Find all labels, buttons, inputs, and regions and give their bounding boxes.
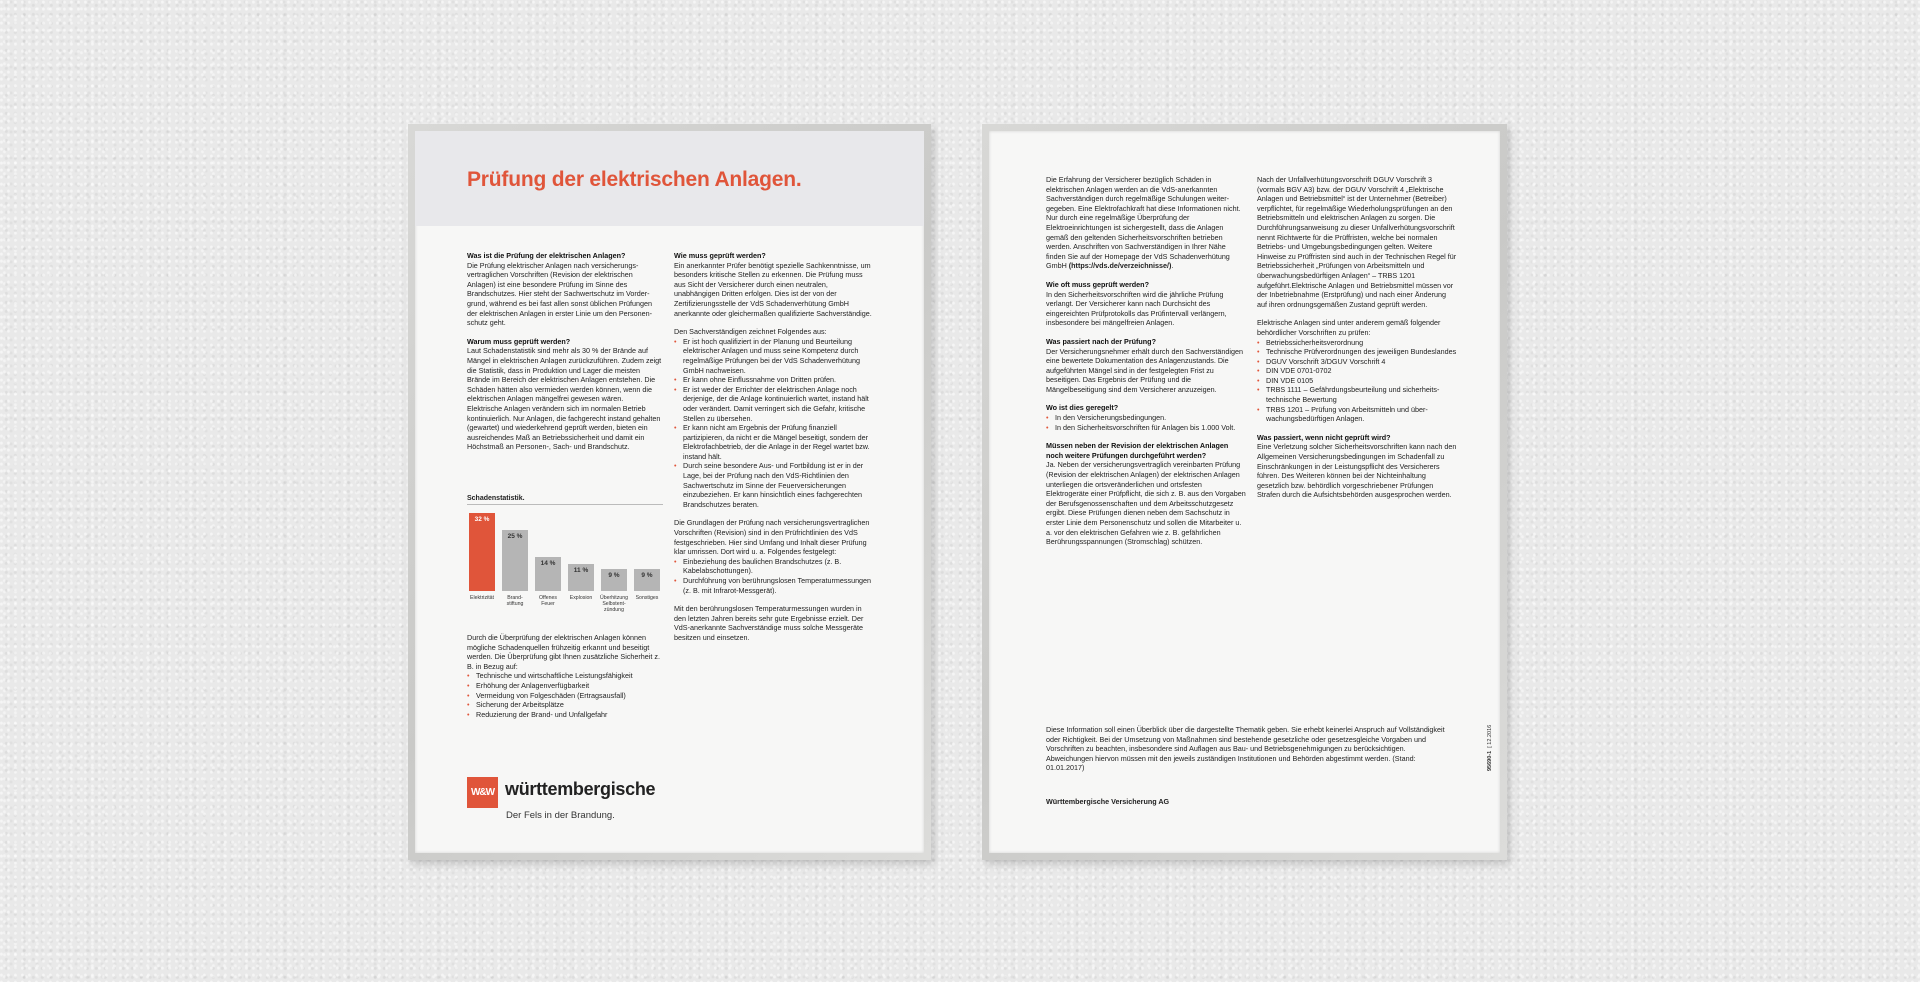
regulations-list bbox=[1257, 338, 1457, 424]
brand-slogan: Der Fels in der Brandung. bbox=[506, 810, 615, 821]
list-item: • Er kann nicht am Ergebnis der Prüfung finanziell partizipieren, da nicht er die Mängel beseitigt, sondern der Elektrofachbetrieb, der die Anlage in der Regel wartet bzw. instand hält. bbox=[674, 423, 874, 461]
left-column-1-bottom bbox=[467, 633, 663, 719]
question-heading: Müssen neben der Revision der elektrischen Anlagen noch weitere Prüfungen durchgeführt werden? bbox=[1046, 441, 1229, 460]
chart-value-label: 9 % bbox=[641, 572, 653, 579]
list-item: • In den Versicherungsbedingungen. bbox=[1046, 413, 1246, 423]
benefits-list bbox=[467, 671, 663, 719]
list-item: • DIN VDE 0105 bbox=[1257, 376, 1457, 386]
body-text: Elektrische Anlagen sind unter anderem gemäß folgender behördlicher Vorschriften zu prüfen: bbox=[1257, 318, 1441, 337]
right-column-1 bbox=[1046, 175, 1246, 547]
chart-value-label: 9 % bbox=[608, 572, 620, 579]
scope-list bbox=[674, 557, 874, 595]
doc-date: [ 12.2016 bbox=[1487, 724, 1493, 748]
answer-text: Der Versicherungsnehmer erhält durch den Sachverständigen eine bewertete Dokumentation des Anlagenzustands. Die aufgeführten Mängel sind in der festgelegten Frist zu beseitigen. Das Ergebnis der Prüfung und die Mängelbeseitigung sind dem Versicherer anzuzeigen. bbox=[1046, 346, 1243, 394]
chart-divider bbox=[467, 504, 663, 505]
chart-value-label: 14 % bbox=[540, 560, 556, 567]
answer-text: Ja. Neben der versicherungsvertraglich vereinbarten Prüfung (Revision der elektrischen Anlagen) der elektrischen Anlagen unterliegen die ortsveränderlichen und ortsfesten Elektrogeräte einer Prüfpflicht, die sich z. B. aus den Vorgaben der Berufsgenossenschaften und dem Arbeitsschutzgesetz ergibt. Diese Prüfungen dienen neben dem Sachschutz in erster Linie dem Personenschutz und sollen die Mitarbeiter u. a. vor den elektrischen Gefahren wie z. B. gefährlichen Berührungsspannungen (Stromschlag) schützen. bbox=[1046, 460, 1246, 547]
page-title: Prüfung der elektrischen Anlagen. bbox=[467, 168, 802, 191]
chart-plot-area bbox=[467, 511, 663, 613]
left-page bbox=[415, 131, 924, 853]
right-page bbox=[989, 131, 1500, 853]
question-heading: Wo ist dies geregelt? bbox=[1046, 403, 1119, 413]
vds-directory-link: (https://vds.de/verzeichnisse/) bbox=[1068, 261, 1172, 271]
list-item: • Er ist hoch qualifiziert in der Planung und Beurteilung elektrischer Anlagen und muss seine Kompetenz durch regelmäßige Prüfungen bei der VdS Schadenverhütung GmbH nachweisen. bbox=[674, 337, 874, 375]
body-text: Die Grundlagen der Prüfung nach versicherungsvertraglichen Vorschriften (Revision) sind in den Prüfrichtlinien des VdS festgeschrieben. Hier sind Umfang und Inhalt dieser Prüfung klar umrissen. Dort wird u. a. Folgendes festgelegt: bbox=[674, 518, 870, 557]
chart-bar bbox=[469, 513, 495, 591]
answer-text: Ein anerkannter Prüfer benötigt spezielle Sachkenntnisse, um besonders kritische Stellen zu erkennen. Die Prüfung muss aus Sicht der Versicherer durch einen neutralen, unabhängigen Dritten erfolgen. Dies ist der von der Zertifizierungsstelle der VdS Schadenverhütung GmbH anerkannte oder gleichermaßen qualifizierte Sachverständige. bbox=[674, 260, 872, 318]
left-page-frame bbox=[408, 124, 931, 860]
chart-title: Schadenstatistik. bbox=[467, 495, 525, 502]
doc-number: 95690-1 bbox=[1487, 750, 1493, 771]
list-item: • Sicherung der Arbeitsplätze bbox=[467, 700, 663, 710]
question-heading: Was passiert, wenn nicht geprüft wird? bbox=[1257, 432, 1391, 442]
chart-category-label: Überhitzung Selbstent- zündung bbox=[600, 595, 628, 613]
list-item: • Einbeziehung des baulichen Brandschutzes (z. B. Kabelabschottungen). bbox=[674, 557, 874, 576]
answer-text: Laut Schadenstatistik sind mehr als 30 % der Brände auf Mängel in elektrischen Anlagen zurückzuführen. Zudem zeigt die Statistik, dass in Produktion und Lager die meisten Brände im Bereich der elektrischen Anlagen entstehen. Die Schäden hätten also vermieden werden können, wenn die elektrischen Anlagen mängelfrei gewesen wären. bbox=[467, 346, 662, 404]
question-heading: Wie muss geprüft werden? bbox=[674, 251, 766, 260]
answer-text: Elektrische Anlagen verändern sich im normalen Betrieb kontinuierlich. Nur Anlagen, die fachgerecht instand gehalten (gewartet) und wiederkehrend geprüft werden, bieten ein ausreichendes Maß an Betriebssicherheit und damit ein Höchstmaß an Personen-, Sach- und Brandschutz. bbox=[467, 403, 661, 452]
list-item: • Er ist weder der Errichter der elektrischen Anlage noch derjenige, der die Anlage kontinuierlich wartet, instand hält oder verändert. Damit verringert sich die Gefahr, kritische Stellen zu übersehen. bbox=[674, 385, 874, 423]
list-item: • Durch seine besondere Aus- und Fortbildung ist er in der Lage, bei der Prüfung nach den VdS-Richtlinien den Sachwertschutz im Sinne der Feuerversicherungen einzubeziehen. Er kann hinsichtlich eines fachgerechten Brandschutzes beraten. bbox=[674, 461, 874, 509]
list-item: • Durchführung von berührungslosen Temperaturmessungen (z. B. mit Infrarot-Messgerät). bbox=[674, 576, 874, 595]
document-number bbox=[1487, 725, 1493, 771]
list-item: • Er kann ohne Einflussnahme von Dritten prüfen. bbox=[674, 375, 874, 385]
list-item: • TRBS 1201 – Prüfung von Arbeitsmitteln und überwachungsbedürftigen Anlagen. bbox=[1257, 405, 1457, 424]
answer-text: Die Prüfung elektrischer Anlagen nach versicherungsvertraglichen Vorschriften (Revision der elektrischen Anlagen) ist eine besondere Prüfung im Sinne des Brandschutzes. Hier steht der Sachwertschutz im Vordergrund, während es bei fast allen sonst üblichen Prüfungen der elektrischen Anlagen in erster Linie um den Personenschutz geht. bbox=[467, 260, 653, 328]
intro-end: . bbox=[1171, 261, 1174, 271]
body-text: Mit den berührungslosen Temperaturmessungen wurden in den letzten Jahren bereits sehr gute Ergebnisse erzielt. Der VdS-anerkannte Sachverständige muss solche Messgeräte besitzen und einsetzen. bbox=[674, 604, 864, 642]
list-item: • DIN VDE 0701-0702 bbox=[1257, 366, 1457, 376]
list-item: • Technische und wirtschaftliche Leistungsfähigkeit bbox=[467, 671, 663, 681]
company-name: Württembergische Versicherung AG bbox=[1046, 797, 1170, 806]
list-item: • Erhöhung der Anlagenverfügbarkeit bbox=[467, 681, 663, 691]
list-item: • TRBS 1111 – Gefährdungsbeurteilung und sicherheitstechnische Bewertung bbox=[1257, 385, 1457, 404]
chart-category-label: Elektrizität bbox=[470, 595, 494, 601]
answer-text: Eine Verletzung solcher Sicherheitsvorschriften kann nach den Allgemeinen Versicherungsbedingungen im Schadenfall zu Einschränkungen in der Leistungspflicht des Versicherers führen. Des Weiteren können bei der Nichteinhaltung gesetzlich bzw. behördlich vorgeschriebener Prüfungen Strafen durch die Aufsichtsbehörden ausgesprochen werden. bbox=[1257, 442, 1457, 500]
intro-text: Die Erfahrung der Versicherer bezüglich Schäden in elektrischen Anlagen werden an die VdS-anerkannten Sachverständigen durch regelmäßige Schulungen weitergegeben. Eine Elektrofachkraft hat diese Informationen nicht. Nur durch eine regelmäßige Überprüfung der Elektroeinrichtungen ist sichergestellt, dass die Anlagen gemäß den geltenden Sicherheitsvorschriften betrieben werden. Anschriften von Sachverständigen in Ihrer Nähe finden Sie auf der Homepage der VdS Schadenverhütung GmbH bbox=[1046, 175, 1241, 271]
chart-category-label: Offenes Feuer bbox=[538, 595, 558, 607]
list-item: • Vermeidung von Folgeschäden (Ertragsausfall) bbox=[467, 691, 663, 701]
body-text: Den Sachverständigen zeichnet Folgendes aus: bbox=[674, 327, 827, 337]
chart-category-label: Explosion bbox=[569, 595, 593, 601]
list-item: • Technische Prüfverordnungen des jeweiligen Bundeslandes bbox=[1257, 347, 1457, 357]
left-column-1 bbox=[467, 251, 663, 452]
right-column-2 bbox=[1257, 175, 1457, 500]
right-page-frame bbox=[982, 124, 1507, 860]
body-text: Nach der Unfallverhütungsvorschrift DGUV Vorschrift 3 (vormals BGV A3) bzw. der DGUV Vorschrift 4 „Elektrische Anlagen und Betriebsmittel“ ist der Unternehmer (Betreiber) verpflichtet, für regelmäßige Wiederholungsprüfungen an den Betriebsmitteln und elektrischen Anlagen zu sorgen. Die Durchführungsanweisung zu dieser Unfallverhütungsvorschrift nennt Richtwerte für die Prüffristen, welche bei normalen Betriebs- und Umgebungsbedingungen gelten. Weitere Hinweise zu Prüffristen sind auch in der Technischen Regel für Betriebssicherheit „Prüfungen von Arbeitsmitteln und überwachungsbedürftigen Anlagen“ – TRBS 1201 aufgeführt.Elektrische Anlagen und Betriebsmittel müssen vor der Inbetriebnahme (Erstprüfung) und nach einer Änderung auf ihren ordnungsgemäßen Zustand geprüft werden. bbox=[1257, 175, 1457, 309]
chart-value-label: 32 % bbox=[474, 516, 490, 523]
damage-statistics-chart bbox=[467, 495, 663, 615]
list-item: • DGUV Vorschrift 3/DGUV Vorschrift 4 bbox=[1257, 357, 1457, 367]
rules-list bbox=[1046, 413, 1246, 432]
question-heading: Wie oft muss geprüft werden? bbox=[1046, 279, 1149, 289]
body-text: Durch die Überprüfung der elektrischen Anlagen können mögliche Schadenquellen frühzeitig erkannt und beseitigt werden. Die Überprüfung gibt Ihnen zusätzliche Sicherheit z. B. in Bezug auf: bbox=[467, 633, 660, 671]
list-item: • Reduzierung der Brand- und Unfallgefahr bbox=[467, 710, 663, 720]
brand-logo-mark: W&W bbox=[467, 777, 498, 808]
chart-value-label: 25 % bbox=[507, 533, 523, 540]
left-column-2 bbox=[674, 251, 874, 643]
question-heading: Was passiert nach der Prüfung? bbox=[1046, 336, 1156, 346]
expert-traits-list bbox=[674, 337, 874, 510]
disclaimer-text: Diese Information soll einen Überblick über die dargestellte Thematik geben. Sie erhebt keinerlei Anspruch auf Vollständigkeit oder Richtigkeit. Bei der Umsetzung von Maßnahmen sind bestehende gesetzliche oder gesetzesgleiche Vorgaben und Vorschriften zu beachten, insbesondere sind Auflagen aus Bau- und Betriebsgenehmigungen zu berücksichtigen. Abweichungen hiervon müssen mit den jeweils zuständigen Institutionen und Behörden abgestimmt werden. (Stand: 01.01.2017) bbox=[1046, 725, 1445, 773]
chart-category-label: Brand- stiftung bbox=[506, 595, 524, 607]
question-heading: Was ist die Prüfung der elektrischen Anlagen? bbox=[467, 251, 626, 260]
body-text bbox=[1046, 175, 1246, 271]
question-heading: Warum muss geprüft werden? bbox=[467, 336, 571, 346]
list-item: • In den Sicherheitsvorschriften für Anlagen bis 1.000 Volt. bbox=[1046, 423, 1246, 433]
list-item: • Betriebssicherheitsverordnung bbox=[1257, 338, 1457, 348]
brand-name: württembergische bbox=[505, 779, 656, 799]
chart-category-label: Sonstiges bbox=[635, 595, 659, 601]
answer-text: In den Sicherheitsvorschriften wird die jährliche Prüfung verlangt. Der Versicherer kann nach Durchsicht des eingereichten Prüfprotokolls das Prüfintervall verlängern, insbesondere bei mängelfreien Anlagen. bbox=[1046, 289, 1227, 328]
chart-value-label: 11 % bbox=[573, 567, 589, 574]
